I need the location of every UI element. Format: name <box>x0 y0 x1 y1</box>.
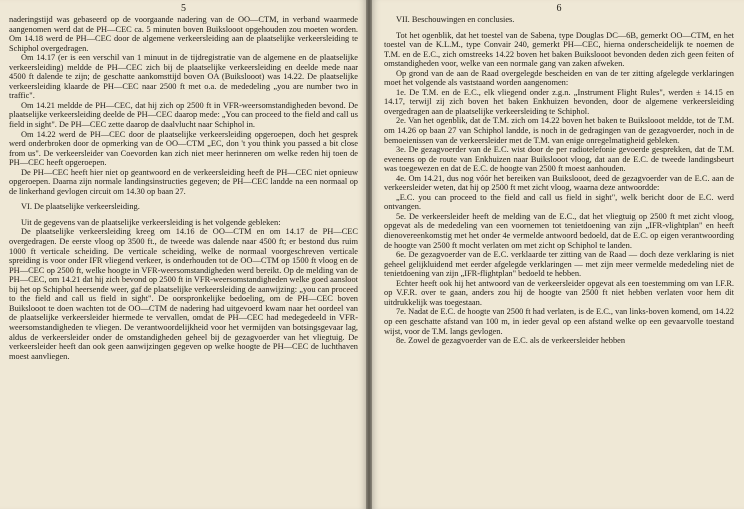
right-page-text <box>384 15 734 346</box>
numbered-item: 3e. De gezagvoerder van de E.C. wist door de per radiotelefonie gevoerde gesprekken, dat de T.M. eveneens op de route van Enkhuizen naar Buikslooot vloog, dat aan de E.C. de tweede landingsbeurt was toegewezen en dat de E.C. de hoogte van 2500 ft moest aanhouden. <box>384 145 734 174</box>
numbered-item: 7e. Nadat de E.C. de hoogte van 2500 ft had verlaten, is de E.C., van links-boven komend, om 14.22 op een geschatte afstand van 100 m, in ieder geval op een afstand welke op een gevaarvolle toestand wijst, voor de T.M. langs gevlogen. <box>384 307 734 336</box>
numbered-item: 8e. Zowel de gezagvoerder van de E.C. als de verkeersleider hebben <box>396 336 626 346</box>
paragraph: De PH—CEC heeft hier niet op geantwoord en de verkeersleiding heeft de PH—CEC niet opnieuw opgeroepen. Daarna zijn normale landingsinstructies gegeven; de PH—CEC landde na een normaal op de linkerhand gevlogen circuit om 14.30 op baan 27. <box>9 167 358 196</box>
paragraph: Om 14.17 (er is een verschil van 1 minuut in de tijdregistratie van de algemene en de plaatselijke verkeersleiding) meldde de PH—CEC zich bij de plaatselijke verkeersleiding en deelde mede naar 4500 ft dalende te zijn; de geschatte aankomsttijd boven OA (Buikslooot) was 14.22. De plaatselijke verkeersleiding klaarde de PH—CEC naar 2500 ft met o.a. de mededeling „you are number two in traffic". <box>9 53 358 101</box>
paragraph: naderingstijd was gebaseerd op de voorgaande nadering van de OO—CTM, in verband waarmede aangenomen werd dat de PH—CEC ca. 5 minuten boven Buikslooot opgehouden zou moeten worden. Om 14.18 werd de PH—CEC door de algemene verkeersleiding aan de plaatselijke verkeersleiding te Schiphol overgedragen. <box>9 15 358 53</box>
right-page <box>372 0 744 509</box>
paragraph: Tot het ogenblik, dat het toestel van de Sabena, type Douglas DC—6B, gemerkt OO—CTM, en het toestel van de K.L.M., type Convair 240, gemerkt PH—CEC, hierna onderscheidelijk te noemen de T.M. en de E.C., zich omstreeks 14.22 boven het baken Buikslooot bevonden deden zich geen feiten of omstandigheden voor, welke van een normale gang van zaken afweken. <box>384 30 734 69</box>
paragraph: Om 14.21 meldde de PH—CEC, dat hij zich op 2500 ft in VFR-weersomstandigheden bevond. De plaatselijke verkeersleiding deelde de PH—CEC daarop mede: „You can proceed to the field and call us field in sight". De PH—CEC zette daarop de daalvlucht naar Schiphol in. <box>9 100 358 130</box>
quoted-instruction: „E.C. you can proceed to the field and call us field in sight", welk bericht door de E.C. werd ontvangen. <box>384 192 734 212</box>
numbered-item: 5e. De verkeersleider heeft de melding van de E.C., dat het vliegtuig op 2500 ft met zicht vloog, opgevat als de mededeling van een voornemen tot tenietdoening van zijn „IFR-vlightplan" en heeft dienovereenkomstig met het onder 4e vermelde antwoord bedoeld, dat de E.C. op eigen verantwoording de hoogte van 2500 ft mocht verlaten om met zicht op Schiphol te landen. <box>384 211 734 250</box>
section-heading: VI. De plaatselijke verkeersleiding. <box>21 202 140 212</box>
paragraph: Echter heeft ook hij het antwoord van de verkeersleider opgevat als een toestemming om van I.F.R. op V.F.R. over te gaan, anders zou hij de hoogte van 2500 ft niet hebben verlaten voor hem dit uitdrukkelijk was toegestaan. <box>384 278 734 307</box>
paragraph: Op grond van de aan de Raad overgelegde bescheiden en van de ter zitting afgelegde verklaringen moet het volgende als vaststaand worden aangenomen: <box>384 68 734 88</box>
numbered-item: 6e. De gezagvoerder van de E.C. verklaarde ter zitting van de Raad — doch deze verklaring is niet geheel gelijkluidend met eerder afgelegde verklaringen — met zijn meer vermelde mededeling niet de tenietdoening van zijn „IFR-flightplan" bedoeld te hebben. <box>384 250 734 279</box>
numbered-item: 4e. Om 14.21, dus nog vóór het bereiken van Buikslooot, deed de gezagvoerder van de E.C. aan de verkeersleider weten, dat hij op 2500 ft met zicht vloog, waarna deze antwoordde: <box>384 173 734 193</box>
numbered-item: 2e. Van het ogenblik, dat de T.M. zich om 14.22 boven het baken te Buikslooot meldde, tot de T.M. om 14.26 op baan 27 van Schiphol landde, is noch in de gedragingen van de gezagvoerder, noch in de bemoeienissen van de verkeersleider met de T.M. van enige onregelmatigheid gebleken. <box>384 116 734 145</box>
left-page-text <box>9 15 358 361</box>
paragraph: Uit de gegevens van de plaatselijke verkeersleiding is het volgende gebleken: <box>21 217 281 227</box>
paragraph: De plaatselijke verkeersleiding kreeg om 14.16 de OO—CTM en om 14.17 de PH—CEC overgedragen. De eerste vloog op 3500 ft., de tweede was dalende naar 4500 ft; er bestond dus ruim 1000 ft verticale scheiding. De verticale scheiding, welke de normaal voorgeschreven verticale spreiding is voor onder IFR vliegend verkeer, is onderhouden tot de OO—CTM op 1500 ft vloog en de PH—CEC op 2500 ft, welke hoogte in VFR-weersomstandigheden werd bereikt. Op de melding van de PH—CEC, om 14.21 dat hij zich bevond op 2500 ft in VFR-weersomstandigheden welke goed aansloot bij het op Schiphol heersende weer, gaf de plaatselijke verkeersleiding de aanwijzing: „you can proceed to the field and call us field in sight". De oorspronkelijke bedoeling, om de PH—CEC boven Buikslooot te doen wachten tot de OO—CTM de nadering had uitgevoerd kwam naar het oordeel van de plaatselijke verkeersleider hiermede te vervallen, omdat de PH—CEC had medegedeeld in VFR-weersomstandigheden te vliegen. De verantwoordelijkheid voor het vermijden van botsingsgevaar lag, aldus de verkeersleider onder de omstandigheden geheel bij de gezagvoerder van het vliegtuig. De verkeersleider heeft dan ook geen aanwijzingen gegeven op welke hoogte de PH—CEC de luchthaven moest aanvliegen. <box>9 227 358 361</box>
section-heading: VII. Beschouwingen en conclusies. <box>396 15 515 24</box>
page-number: 6 <box>556 3 562 14</box>
left-page <box>0 0 366 509</box>
page-number: 5 <box>181 3 186 14</box>
numbered-item: 1e. De T.M. en de E.C., elk vliegend onder z.g.n. „Instrument Flight Rules", werden ± 14.15 en 14.17, terwijl zij zich boven het baken Enkhuizen bevonden, door de algemene verkeersleiding overgedragen aan de plaatselijke verkeersleiding te Schiphol. <box>384 87 734 116</box>
paragraph: Om 14.22 werd de PH—CEC door de plaatselijke verkeersleiding opgeroepen, doch het gesprek werd onderbroken door de opmerking van de OO—CTM „EC, don 't you think you passed a bit close from us". De verkeersleider van Coevorden kan zich niet meer herinneren om welke reden hij toen de PH—CEC heeft opgeroepen. <box>9 129 358 168</box>
